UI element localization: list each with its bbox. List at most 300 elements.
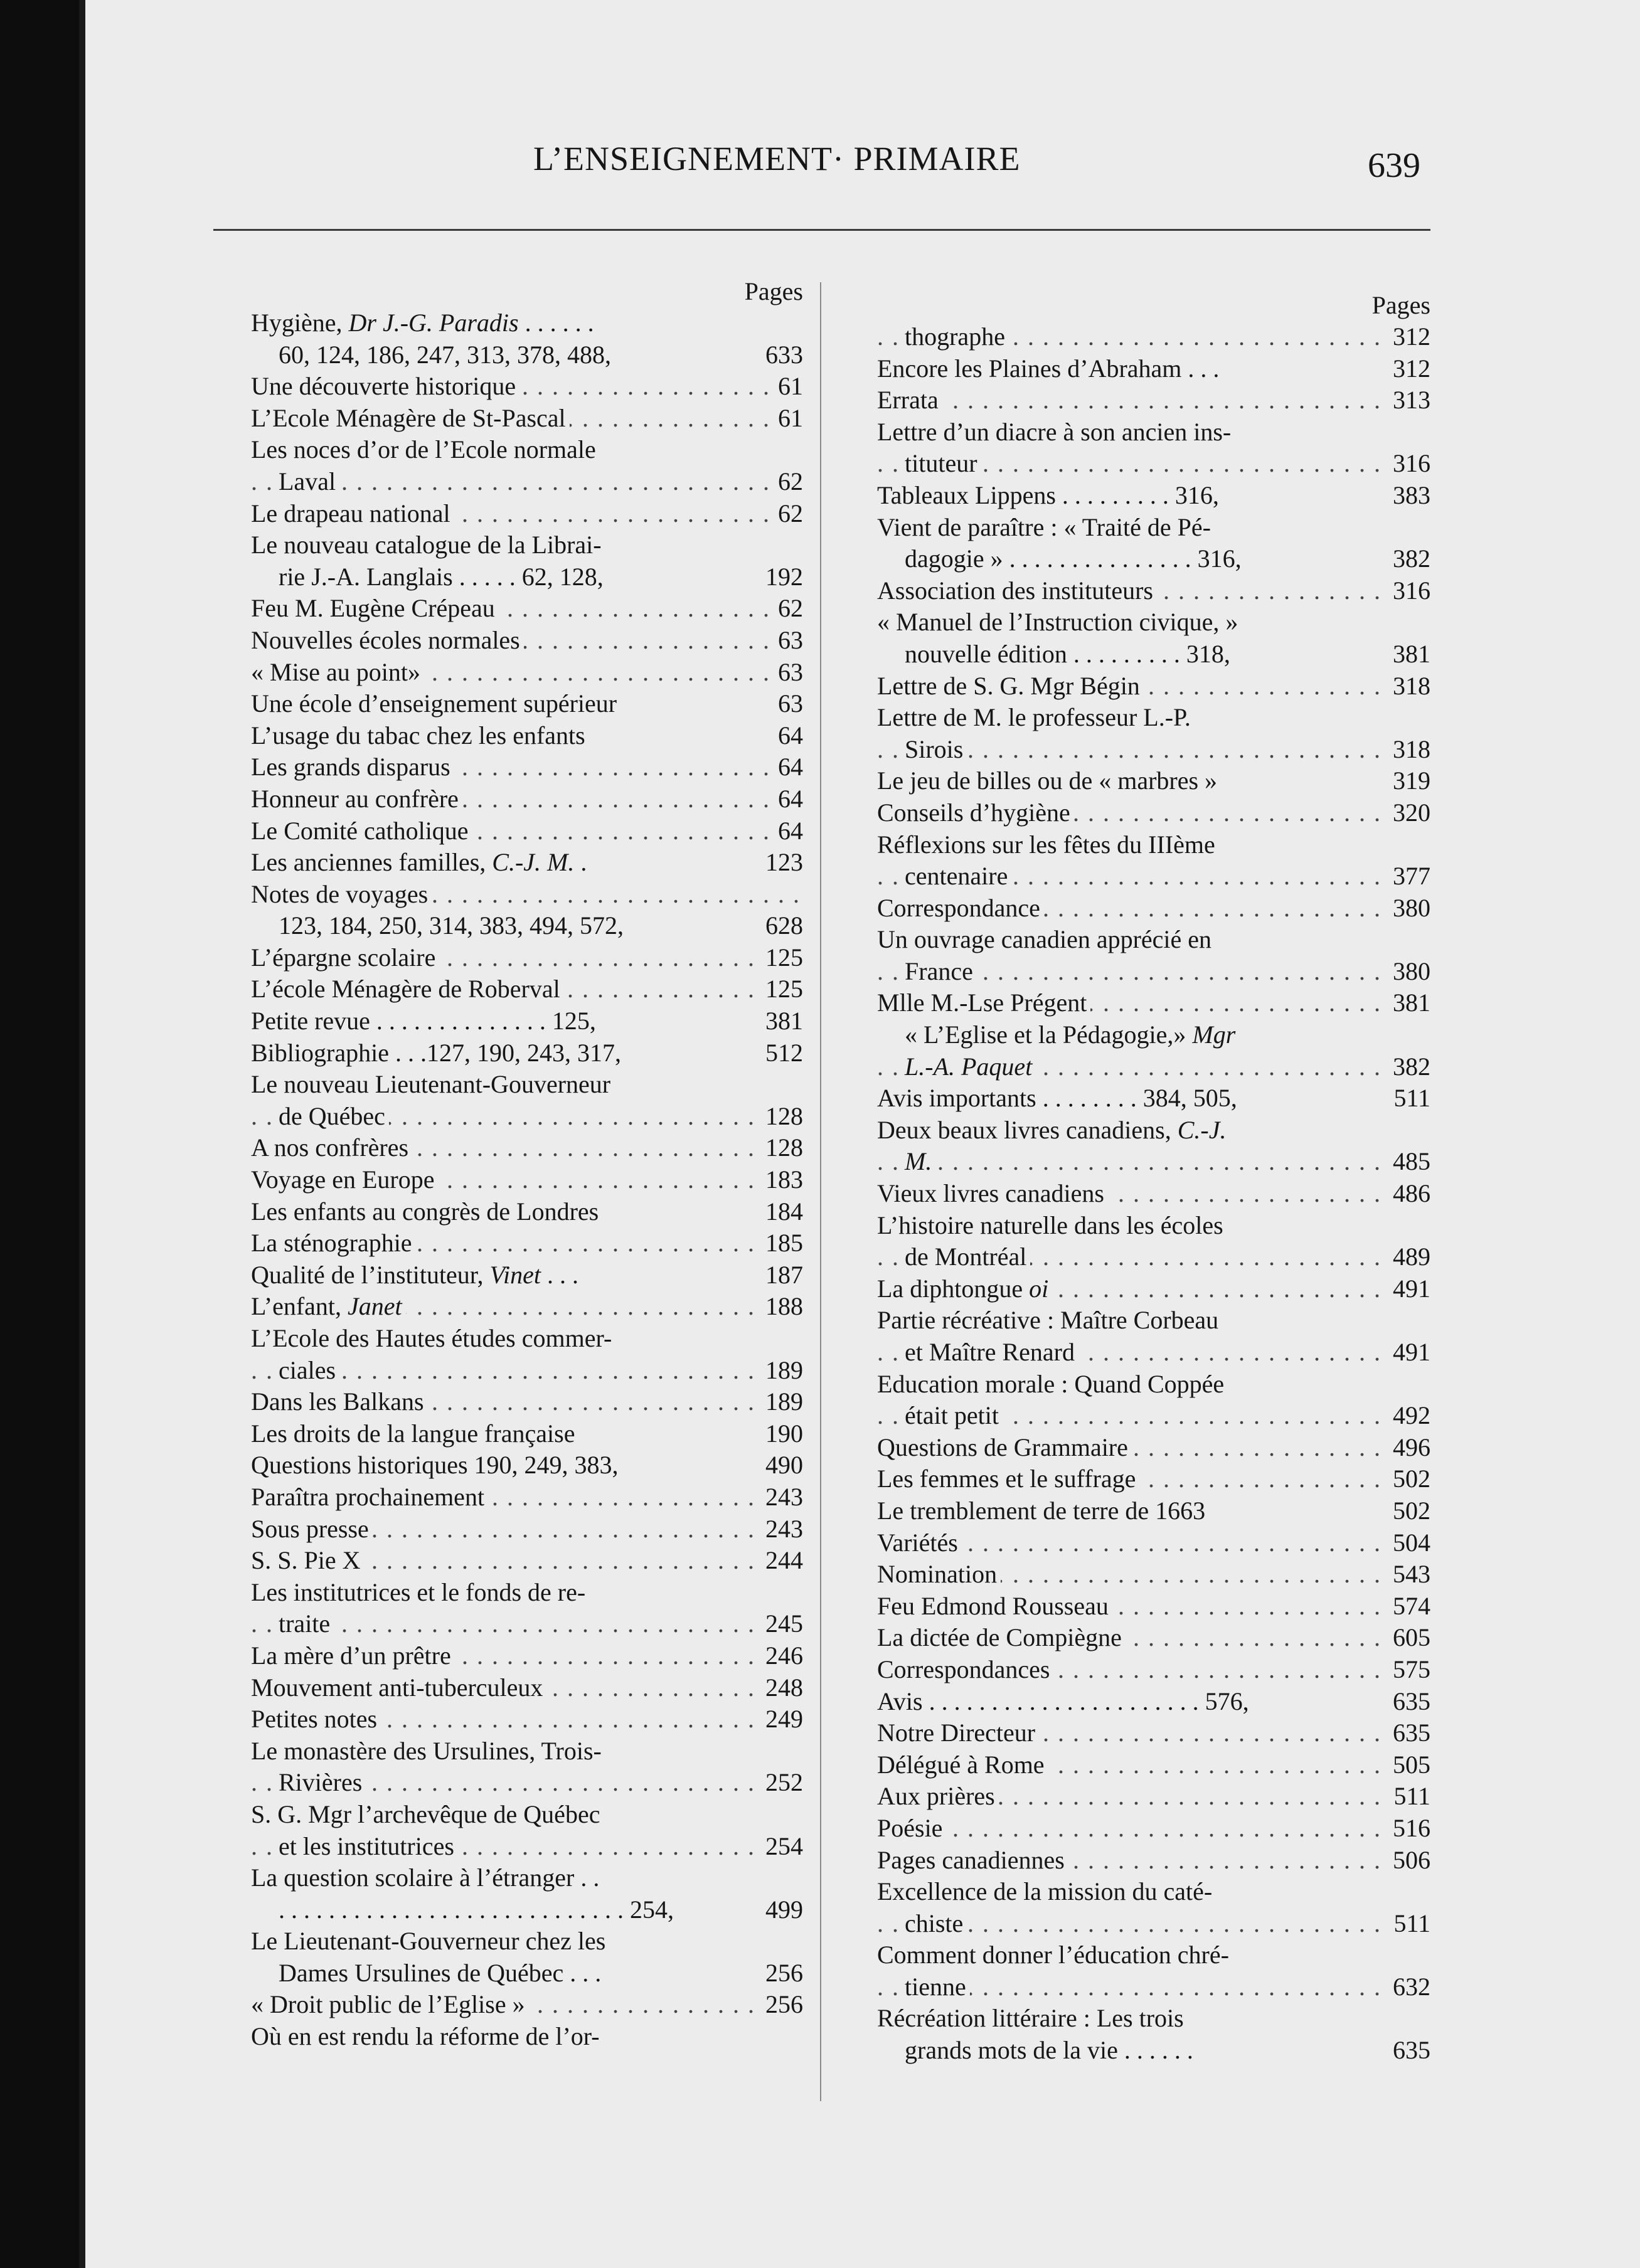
index-entry-line <box>877 1971 1430 2003</box>
entry-title: Lettre d’un diacre à son ancien ins- <box>877 418 1235 446</box>
entry-title: était petit <box>905 1401 1003 1429</box>
index-entry-line <box>877 1876 1430 1908</box>
entry-page-number: 605 <box>1388 1622 1430 1654</box>
index-entry <box>877 1717 1430 1749</box>
index-entry-line <box>251 466 803 498</box>
index-entry <box>251 1926 803 1989</box>
index-entry-line <box>877 1369 1430 1401</box>
entry-page-number: 502 <box>1393 1496 1430 1525</box>
index-entry-line <box>877 448 1430 480</box>
index-entry-line <box>251 403 803 435</box>
entry-title: Hygiène, Dr J.-G. Paradis . . . . . . <box>251 309 598 337</box>
index-entry-line <box>877 893 1430 925</box>
entry-page-number: 516 <box>1388 1813 1430 1845</box>
index-entry <box>877 1210 1430 1273</box>
index-entry <box>877 353 1430 385</box>
index-entry-line <box>251 529 803 561</box>
index-entry <box>251 529 803 593</box>
index-entry <box>251 307 803 371</box>
entry-title: Le monastère des Ursulines, Trois- <box>251 1737 605 1765</box>
entry-title: Le Lieutenant-Gouverneur chez les <box>251 1927 609 1955</box>
index-entry-line <box>251 1545 803 1577</box>
index-entry <box>251 688 803 720</box>
index-entry-line <box>251 1355 803 1387</box>
index-entry-line <box>877 1210 1430 1242</box>
index-entry <box>251 1323 803 1386</box>
index-entry-line <box>877 765 1430 797</box>
entry-title: « L’Eglise et la Pédagogie,» Mgr <box>905 1020 1239 1049</box>
index-entry-line <box>251 1227 803 1259</box>
entry-page-number: 381 <box>1388 987 1430 1019</box>
entry-title: S. G. Mgr l’archevêque de Québec <box>251 1800 604 1828</box>
entry-title: Errata <box>877 386 942 414</box>
index-entry-line <box>877 829 1430 861</box>
entry-page-number: 64 <box>778 721 803 750</box>
index-entry <box>251 1799 803 1862</box>
index-entry-line <box>251 371 803 403</box>
index-entry-line <box>251 1259 803 1291</box>
entry-page-number: 635 <box>1393 2036 1430 2065</box>
entry-page-number: 312 <box>1393 354 1430 383</box>
entry-page-number: 320 <box>1388 797 1430 829</box>
index-entry-line <box>251 1608 803 1640</box>
entry-title: Correspondance <box>877 894 1044 922</box>
index-entry <box>251 973 803 1005</box>
index-entry <box>251 1704 803 1735</box>
index-entry <box>251 1989 803 2021</box>
entry-title: Education morale : Quand Coppée <box>877 1370 1228 1398</box>
entry-title: Sirois <box>905 735 967 763</box>
entry-title: grands mots de la vie . . . . . . <box>905 2036 1197 2064</box>
index-entry <box>251 1481 803 1513</box>
entry-page-number: 190 <box>765 1419 803 1448</box>
entry-page-number: 128 <box>760 1132 803 1164</box>
index-entry-line <box>877 1019 1430 1051</box>
entry-page-number: 506 <box>1388 1845 1430 1877</box>
entry-title: Une école d’enseignement supérieur <box>251 689 620 718</box>
index-entry-line <box>251 1831 803 1863</box>
entry-page-number: 380 <box>1388 956 1430 988</box>
index-entry-line <box>251 910 803 942</box>
entry-title: Pages canadiennes <box>877 1846 1068 1874</box>
entry-title: France <box>905 957 977 985</box>
entry-title: Petite revue . . . . . . . . . . . . . . 125, <box>251 1007 600 1035</box>
index-entry-line <box>877 1495 1430 1527</box>
entry-title: L’enfant, Janet <box>251 1292 406 1320</box>
index-entry-line <box>251 1640 803 1672</box>
entry-title: Vient de paraître : « Traité de Pé- <box>877 513 1215 541</box>
index-entry <box>877 480 1430 512</box>
entry-page-number: 489 <box>1388 1241 1430 1273</box>
index-entry-line <box>877 480 1430 512</box>
index-entry-line <box>251 2021 803 2053</box>
index-entry-line <box>251 942 803 974</box>
entry-page-number: 496 <box>1388 1432 1430 1464</box>
entry-page-number: 574 <box>1388 1591 1430 1623</box>
entry-page-number: 256 <box>760 1989 803 2021</box>
index-entry-line <box>251 1005 803 1037</box>
entry-page-number: 128 <box>760 1101 803 1133</box>
index-entry-line <box>877 1591 1430 1623</box>
index-entry-line <box>877 1717 1430 1749</box>
index-entry-line <box>251 815 803 847</box>
index-entry-line <box>251 1989 803 2021</box>
index-entry <box>877 416 1430 480</box>
entry-title: Une découverte historique <box>251 372 519 400</box>
entries-right <box>877 321 1430 2067</box>
index-entry-line <box>251 847 803 879</box>
entry-title: Comment donner l’éducation chré- <box>877 1941 1233 1969</box>
index-entry-line <box>251 751 803 783</box>
index-entry <box>877 1463 1430 1495</box>
index-entry-line <box>877 1559 1430 1591</box>
entry-title: Avis importants . . . . . . . . 384, 505, <box>877 1084 1241 1112</box>
index-entry-line <box>251 339 803 371</box>
entry-page-number: 312 <box>1388 321 1430 353</box>
entry-title: Nouvelles écoles normales <box>251 626 524 654</box>
index-entry-line <box>877 1051 1430 1083</box>
entry-title: Délégué à Rome <box>877 1751 1048 1779</box>
entry-title: La question scolaire à l’étranger . . <box>251 1863 603 1892</box>
entry-page-number: 62 <box>773 593 803 625</box>
entry-page-number: 185 <box>760 1227 803 1259</box>
index-entry-line <box>877 1305 1430 1337</box>
entry-title: Deux beaux livres canadiens, C.-J. <box>877 1116 1230 1144</box>
entry-title: traite <box>279 1609 334 1638</box>
entry-title: L’Ecole des Hautes études commer- <box>251 1324 615 1352</box>
index-entry <box>251 1005 803 1037</box>
index-entry <box>251 1196 803 1228</box>
index-entry <box>251 371 803 403</box>
entry-title: L’histoire naturelle dans les écoles <box>877 1211 1227 1239</box>
index-entry-line <box>251 720 803 752</box>
index-entry <box>251 1577 803 1640</box>
index-entry-line <box>877 1273 1430 1305</box>
index-entry-line <box>251 498 803 530</box>
index-entry <box>877 1115 1430 1178</box>
entry-title: Aux prières <box>877 1782 999 1810</box>
entry-page-number: 63 <box>778 689 803 718</box>
index-entry-line <box>251 1164 803 1196</box>
index-entry-line <box>251 1672 803 1704</box>
index-entry-line <box>877 1908 1430 1940</box>
index-entry <box>877 702 1430 765</box>
entry-page-number: 383 <box>1393 480 1430 509</box>
index-entry <box>251 720 803 752</box>
entry-page-number: 575 <box>1388 1654 1430 1686</box>
index-entry <box>877 1654 1430 1686</box>
index-entry <box>877 1686 1430 1718</box>
entry-page-number: 64 <box>773 751 803 783</box>
entry-title: Voyage en Europe <box>251 1165 439 1194</box>
index-entry-line <box>251 657 803 689</box>
entry-title: Avis . . . . . . . . . . . . . . . . . . . . . . 576, <box>877 1687 1253 1715</box>
index-entry-line <box>251 1704 803 1735</box>
pages-heading: Pages <box>1371 291 1430 319</box>
entry-title: rie J.-A. Langlais . . . . . 62, 128, <box>279 563 607 591</box>
index-entry <box>877 1813 1430 1845</box>
entry-title: Dans les Balkans <box>251 1387 428 1416</box>
entry-title: L’usage du tabac chez les enfants <box>251 721 589 750</box>
entry-page-number: 632 <box>1388 1971 1430 2003</box>
entry-page-number: 492 <box>1388 1400 1430 1432</box>
index-entry <box>251 657 803 689</box>
index-entry <box>251 1640 803 1672</box>
index-entry <box>251 751 803 783</box>
column-divider <box>820 282 821 2101</box>
index-entry-line <box>251 1132 803 1164</box>
entry-title: Notes de voyages <box>251 880 432 908</box>
entry-page-number: 381 <box>765 1007 803 1036</box>
entry-title: La sténographie <box>251 1229 416 1257</box>
index-entry-line <box>251 1196 803 1228</box>
entry-page-number: 316 <box>1388 448 1430 480</box>
index-entry-line <box>251 688 803 720</box>
index-entry <box>877 1845 1430 1877</box>
entry-page-number: 183 <box>760 1164 803 1196</box>
index-entry <box>877 1622 1430 1654</box>
entry-title: Le drapeau national <box>251 499 454 527</box>
entry-page-number: 184 <box>765 1197 803 1226</box>
index-entry-line <box>877 353 1430 385</box>
entry-title: Le tremblement de terre de 1663 <box>877 1497 1209 1525</box>
index-entry-line <box>251 1862 803 1894</box>
index-entry <box>251 1862 803 1926</box>
entry-title: Tableaux Lippens . . . . . . . . . 316, <box>877 481 1223 509</box>
entry-page-number: 505 <box>1388 1749 1430 1781</box>
running-head: L’ENSEIGNEMENT· PRIMAIRE <box>533 140 1021 178</box>
index-entry-line <box>251 434 803 466</box>
entry-page-number: 249 <box>760 1704 803 1735</box>
entry-title: Les anciennes familles, C.-J. M. . <box>251 848 590 876</box>
entry-title: Questions de Grammaire <box>877 1433 1132 1461</box>
index-entry <box>251 1545 803 1577</box>
entry-page-number: 62 <box>773 498 803 530</box>
entry-page-number: 254 <box>760 1831 803 1863</box>
entry-title: Le jeu de billes ou de « marbres » <box>877 766 1221 795</box>
entry-title: . . . . . . . . . . . . . . . . . . . . . . . . . . . . 254, <box>279 1895 678 1924</box>
entry-title: Les droits de la langue française <box>251 1419 578 1448</box>
index-entry-line <box>251 1799 803 1831</box>
entry-title: Bibliographie . . .127, 190, 243, 317, <box>251 1039 625 1067</box>
index-entry <box>877 765 1430 797</box>
index-entry-line <box>877 1527 1430 1559</box>
entry-title: chiste <box>905 1909 967 1937</box>
entry-title: et Maître Renard <box>905 1338 1078 1366</box>
entry-page-number: 64 <box>773 815 803 847</box>
index-entry <box>877 797 1430 829</box>
index-entry <box>877 1305 1430 1368</box>
index-entry <box>251 1164 803 1196</box>
entry-page-number: 61 <box>773 403 803 435</box>
entry-title: Lettre de S. G. Mgr Bégin <box>877 672 1144 700</box>
index-entry <box>877 1527 1430 1559</box>
index-entry-line <box>877 321 1430 353</box>
entry-title: Petites notes <box>251 1705 381 1733</box>
entry-page-number: 512 <box>765 1038 803 1067</box>
index-entry-line <box>877 384 1430 416</box>
index-entry <box>251 2021 803 2053</box>
entry-title: A nos confrères <box>251 1133 412 1162</box>
index-entry <box>251 879 803 942</box>
index-entry <box>877 987 1430 1083</box>
index-entry <box>877 670 1430 702</box>
index-entry-line <box>877 1654 1430 1686</box>
entry-page-number: 192 <box>765 562 803 591</box>
entry-title: Honneur au confrère <box>251 785 462 813</box>
entry-title: dagogie » . . . . . . . . . . . . . . . 316, <box>905 544 1245 573</box>
entry-page-number: 187 <box>765 1260 803 1289</box>
entry-page-number: 319 <box>1393 766 1430 795</box>
index-entry <box>251 498 803 530</box>
index-entry-line <box>877 1241 1430 1273</box>
index-entry-line <box>877 861 1430 893</box>
entry-title: tituteur <box>905 449 981 477</box>
entry-page-number: 62 <box>773 466 803 498</box>
entry-page-number: 243 <box>760 1513 803 1545</box>
index-entry <box>251 815 803 847</box>
index-entry-line <box>877 956 1430 988</box>
index-entry <box>251 1291 803 1323</box>
index-entry-line <box>877 1083 1430 1115</box>
entry-page-number: 244 <box>760 1545 803 1577</box>
entry-page-number: 189 <box>760 1386 803 1418</box>
entry-page-number: 486 <box>1388 1178 1430 1210</box>
index-entry-line <box>251 1513 803 1545</box>
index-entry <box>877 1178 1430 1210</box>
index-entry <box>251 625 803 657</box>
index-entry <box>251 593 803 625</box>
index-entry-line <box>251 1101 803 1133</box>
index-entry-line <box>251 593 803 625</box>
entry-title: Association des instituteurs <box>877 576 1157 605</box>
index-entry-line <box>877 670 1430 702</box>
index-entry <box>251 942 803 974</box>
entry-title: Excellence de la mission du caté- <box>877 1877 1216 1905</box>
index-entry <box>877 1273 1430 1305</box>
index-entry <box>877 575 1430 607</box>
header-rule <box>213 229 1430 231</box>
entry-title: Nomination <box>877 1560 1001 1588</box>
entry-page-number: 63 <box>773 625 803 657</box>
index-entry <box>877 1369 1430 1432</box>
entry-page-number: 485 <box>1388 1146 1430 1178</box>
entry-title: Sous presse <box>251 1515 373 1543</box>
entry-title: Feu Edmond Rousseau <box>877 1592 1112 1620</box>
entry-title: Les institutrices et le fonds de re- <box>251 1578 589 1606</box>
index-entry <box>877 2003 1430 2066</box>
index-entry-line <box>877 797 1430 829</box>
index-entry <box>877 1559 1430 1591</box>
entry-page-number: 511 <box>1393 1084 1430 1113</box>
index-entry <box>251 1037 803 1069</box>
entry-title: Partie récréative : Maître Corbeau <box>877 1306 1222 1334</box>
index-entry-line <box>251 307 803 339</box>
entry-title: Poésie <box>877 1814 946 1842</box>
index-entry-line <box>877 607 1430 639</box>
entry-title: Un ouvrage canadien apprécié en <box>877 925 1215 953</box>
entry-page-number: 382 <box>1388 1051 1430 1083</box>
index-entry-line <box>877 2035 1430 2067</box>
index-entry-line <box>877 512 1430 544</box>
entry-title: Feu M. Eugène Crépeau <box>251 594 499 622</box>
index-entry <box>877 924 1430 987</box>
index-entry <box>877 1083 1430 1115</box>
index-entry-line <box>251 879 803 911</box>
entry-title: La dictée de Compiègne <box>877 1623 1126 1651</box>
index-entry <box>877 1781 1430 1813</box>
index-entry-line <box>877 1337 1430 1369</box>
entry-page-number: 245 <box>760 1608 803 1640</box>
index-entry <box>251 403 803 435</box>
entry-page-number: 243 <box>760 1481 803 1513</box>
index-entry <box>251 1735 803 1799</box>
entry-title: Correspondances <box>877 1655 1053 1683</box>
entry-title: L’école Ménagère de Roberval <box>251 975 564 1003</box>
entry-title: Paraîtra prochainement <box>251 1483 488 1511</box>
index-entry <box>877 1749 1430 1781</box>
entry-page-number: 499 <box>765 1895 803 1924</box>
entry-page-number: 248 <box>760 1672 803 1704</box>
index-column-right <box>877 290 1430 2067</box>
entry-page-number: 628 <box>765 911 803 940</box>
index-entry <box>877 1939 1430 2003</box>
entry-page-number: 511 <box>1388 1908 1430 1940</box>
entry-title: S. S. Pie X <box>251 1546 365 1574</box>
index-entry-line <box>251 973 803 1005</box>
entry-page-number: 123 <box>765 848 803 877</box>
index-entry-line <box>251 625 803 657</box>
index-entry-line <box>877 1781 1430 1813</box>
entry-title: de Québec <box>279 1102 389 1130</box>
index-entry <box>251 1227 803 1259</box>
index-entry <box>251 1672 803 1704</box>
entry-title: centenaire <box>905 862 1011 890</box>
index-entry-line <box>251 1958 803 1990</box>
entry-title: Qualité de l’instituteur, Vinet . . . <box>251 1261 582 1289</box>
index-entry-line <box>877 1463 1430 1495</box>
entry-title: Questions historiques 190, 249, 383, <box>251 1451 622 1479</box>
index-entry-line <box>251 1449 803 1481</box>
entry-title: 60, 124, 186, 247, 313, 378, 488, <box>279 341 615 369</box>
index-entry <box>877 321 1430 353</box>
index-entry <box>877 1591 1430 1623</box>
entry-title: Dames Ursulines de Québec . . . <box>279 1959 605 1987</box>
index-entry <box>877 384 1430 416</box>
entry-title: Les femmes et le suffrage <box>877 1465 1139 1493</box>
index-entry-line <box>877 734 1430 766</box>
entry-title: Notre Directeur <box>877 1719 1039 1747</box>
entry-page-number: 543 <box>1388 1559 1430 1591</box>
entry-title: Le Comité catholique <box>251 817 472 845</box>
entry-title: La diphtongue oi <box>877 1274 1052 1303</box>
index-entry <box>877 512 1430 575</box>
entry-title: nouvelle édition . . . . . . . . . 318, <box>905 640 1234 668</box>
index-entry-line <box>877 1939 1430 1971</box>
index-entry <box>251 1513 803 1545</box>
index-entry <box>251 1449 803 1481</box>
entry-title: « Droit public de l’Eglise » <box>251 1990 529 2018</box>
index-entry-line <box>251 1735 803 1767</box>
entries-left <box>251 307 803 2053</box>
index-entry-line <box>251 1291 803 1323</box>
index-entry-line <box>877 1813 1430 1845</box>
index-entry-line <box>251 1767 803 1799</box>
entry-page-number: 635 <box>1393 1687 1430 1715</box>
index-entry <box>877 1876 1430 1939</box>
entry-title: M. <box>905 1147 935 1175</box>
entry-title: de Montréal <box>905 1243 1030 1271</box>
